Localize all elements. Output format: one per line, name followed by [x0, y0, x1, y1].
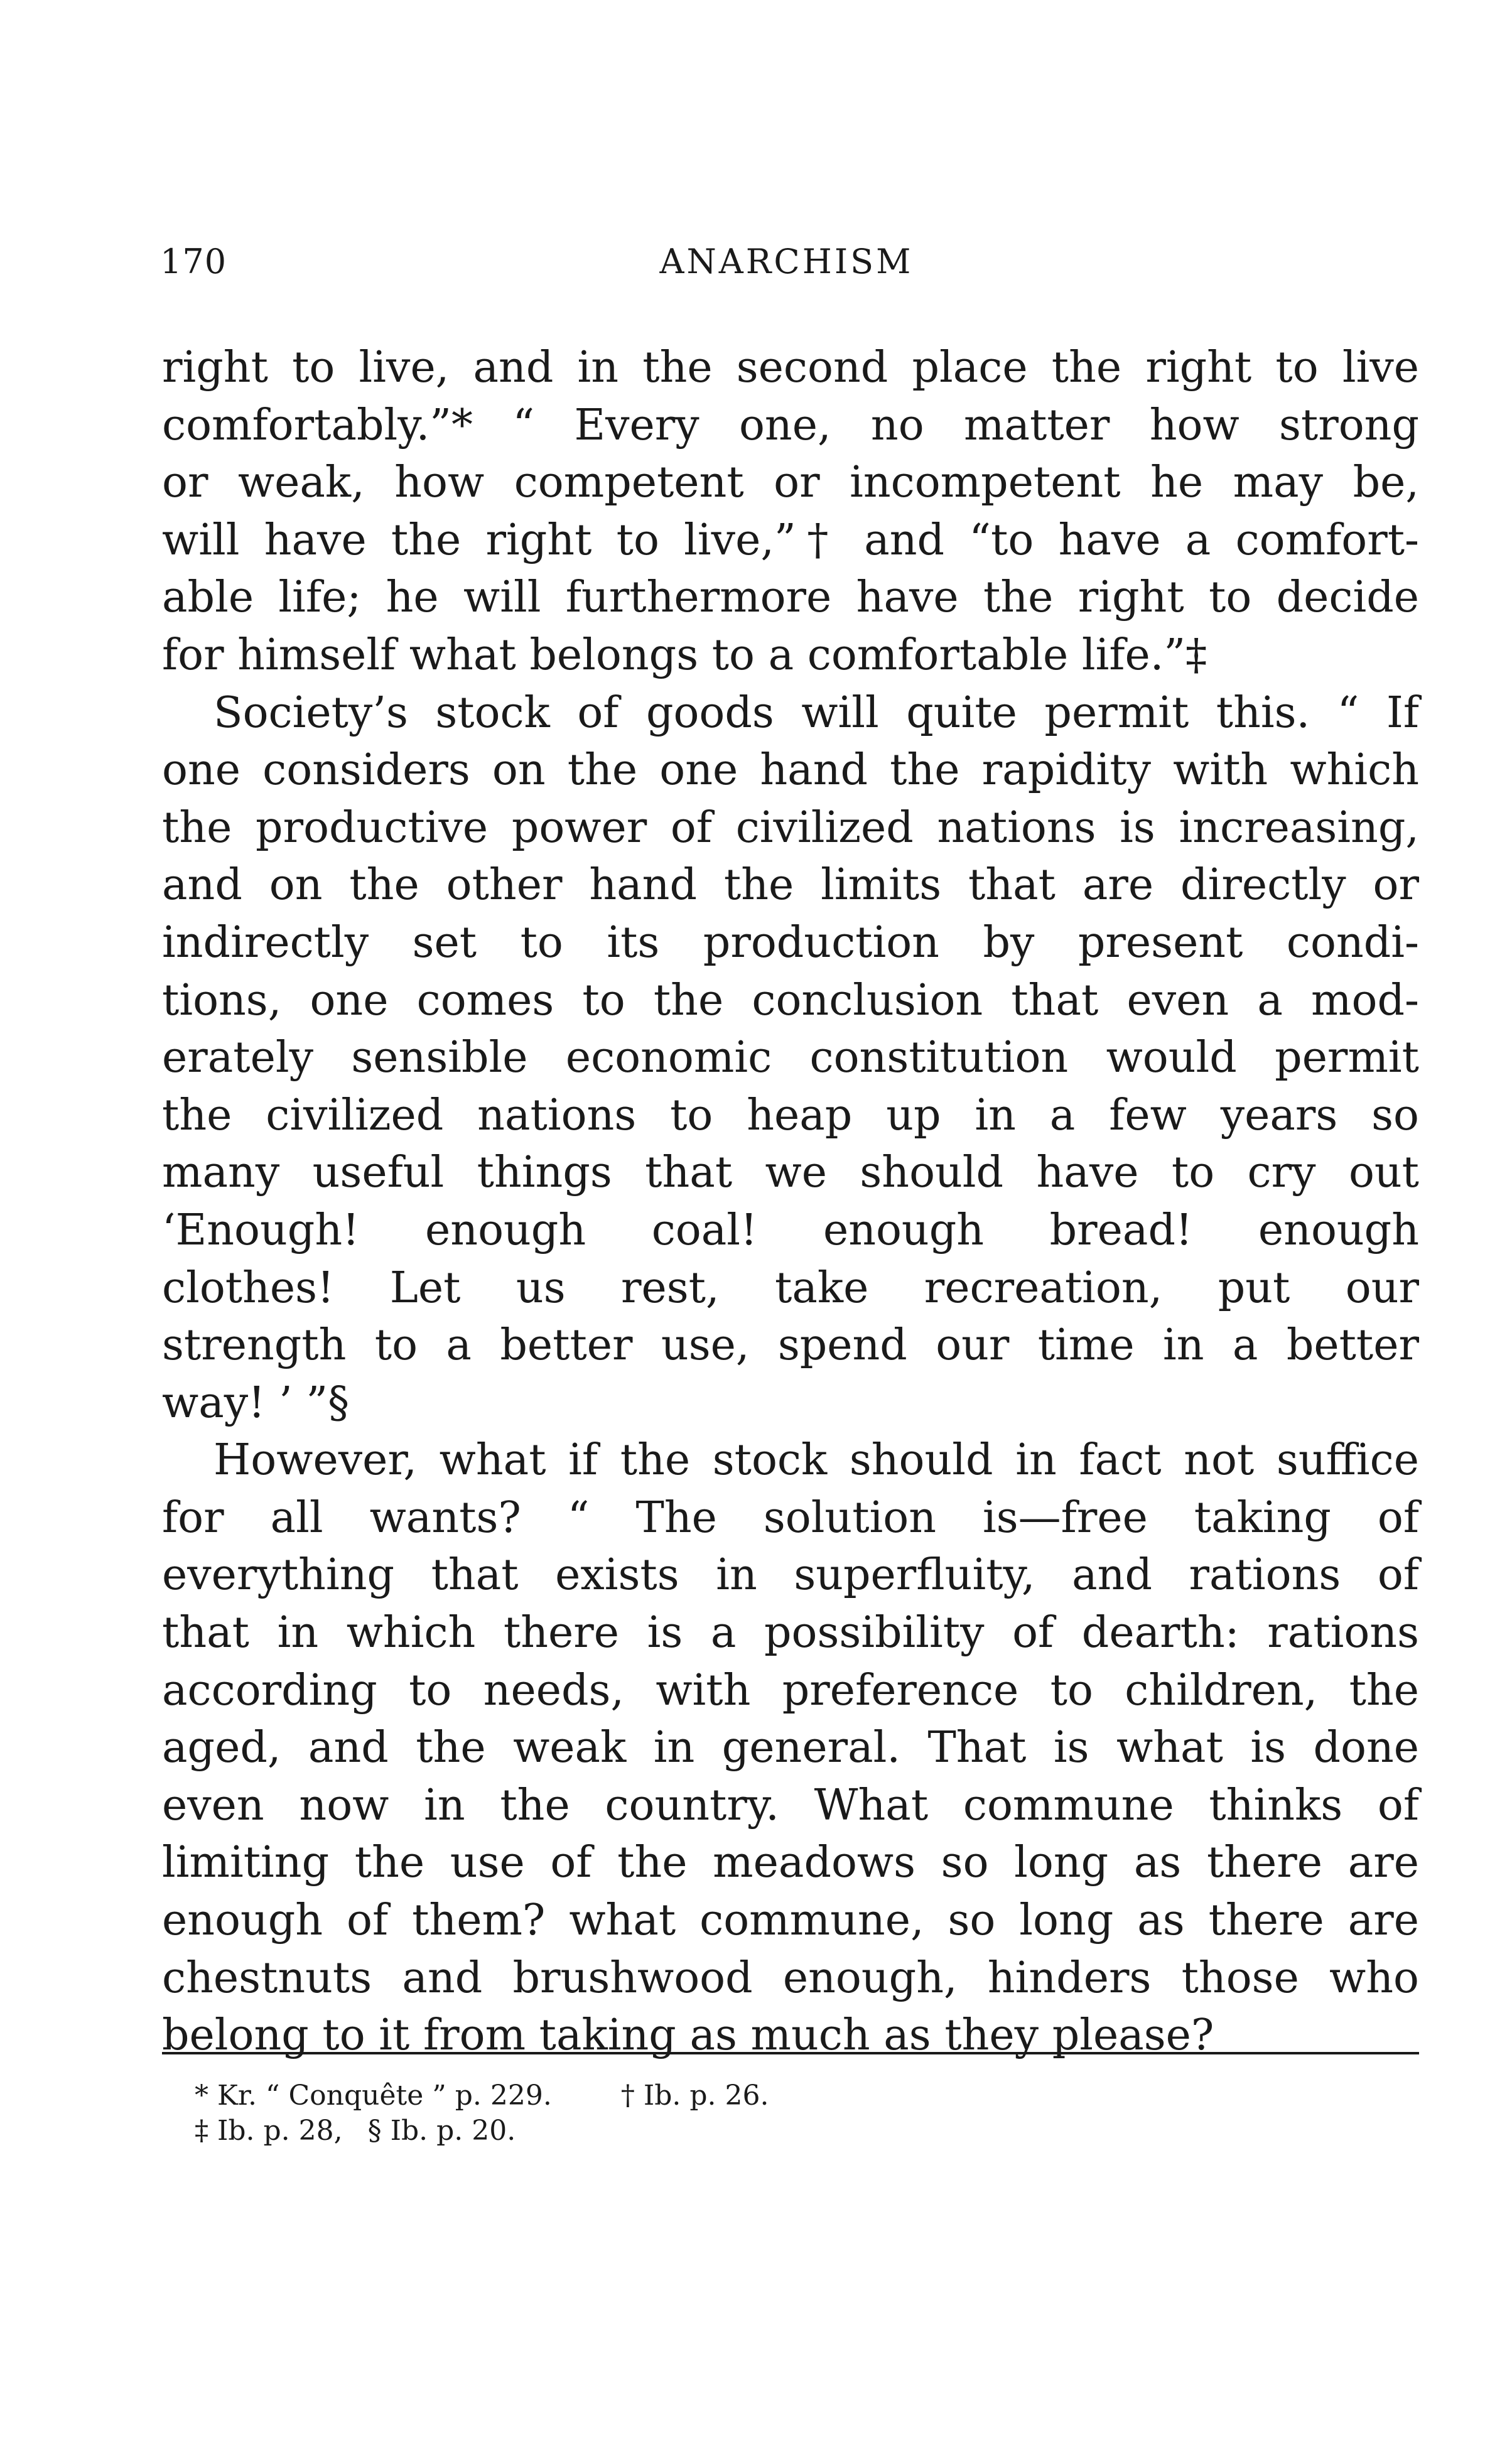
text-line: even now in the country. What commune thinks of: [162, 1780, 1419, 1830]
text-line: strength to a better use, spend our time in a better: [162, 1320, 1419, 1371]
text-line: the productive power of civilized nations is increasing,: [162, 802, 1419, 853]
text-line: according to needs, with preference to children, the: [162, 1665, 1419, 1715]
text-line: tions, one comes to the conclusion that even a mod-: [162, 975, 1419, 1025]
text-line: aged, and the weak in general. That is what is done: [162, 1723, 1419, 1773]
text-line: Society’s stock of goods will quite permit this. “ If: [213, 688, 1419, 738]
footnote-4: § Ib. p. 20.: [367, 2115, 516, 2147]
text-line: or weak, how competent or incompetent he may be,: [162, 458, 1419, 508]
page-number: 170: [160, 242, 227, 281]
footnote-row: [195, 2078, 1137, 2113]
text-line: erately sensible economic constitution would permit: [162, 1033, 1419, 1083]
text-line: comfortably.”* “ Every one, no matter how strong: [162, 400, 1419, 450]
text-line: and on the other hand the limits that are directly or: [162, 860, 1419, 910]
footnote-rule: [162, 2052, 1419, 2054]
text-line: ‘Enough! enough coal! enough bread! enough: [162, 1205, 1419, 1255]
text-line: the civilized nations to heap up in a few years so: [162, 1090, 1419, 1140]
text-line: that in which there is a possibility of dearth: rations: [162, 1608, 1419, 1658]
text-line: belong to it from taking as much as they please?: [162, 2011, 1214, 2061]
running-title: ANARCHISM: [659, 242, 914, 281]
body-text: [162, 339, 1419, 2064]
text-line: will have the right to live,”† and “to have a comfort-: [162, 515, 1419, 565]
footnote-1: * Kr. “ Conquête ” p. 229.: [195, 2080, 552, 2112]
text-line: However, what if the stock should in fact not suffice: [213, 1435, 1419, 1486]
page-header: [160, 242, 1413, 292]
text-line: enough of them? what commune, so long as there are: [162, 1896, 1419, 1946]
text-line: right to live, and in the second place the right to live: [162, 343, 1419, 392]
text-line: for himself what belongs to a comfortable life.”‡: [162, 630, 1207, 680]
footnote-row: [195, 2113, 1137, 2149]
footnote-2: † Ib. p. 26.: [620, 2080, 769, 2112]
text-line: for all wants? “ The solution is—free taking of: [162, 1492, 1419, 1543]
text-line: able life; he will furthermore have the right to decide: [162, 573, 1419, 623]
text-line: everything that exists in superfluity, and rations of: [162, 1550, 1419, 1600]
text-line: clothes! Let us rest, take recreation, put our: [162, 1263, 1419, 1313]
footnotes: [195, 2078, 1137, 2149]
text-line: way! ’ ”§: [162, 1378, 350, 1428]
text-line: one considers on the one hand the rapidity with which: [162, 745, 1419, 796]
text-line: limiting the use of the meadows so long as there are: [162, 1838, 1419, 1888]
text-line: many useful things that we should have to cry out: [162, 1148, 1419, 1198]
text-line: chestnuts and brushwood enough, hinders those who: [162, 1953, 1419, 2003]
text-line: indirectly set to its production by present condi-: [162, 917, 1419, 968]
footnote-3: ‡ Ib. p. 28,: [195, 2115, 343, 2147]
